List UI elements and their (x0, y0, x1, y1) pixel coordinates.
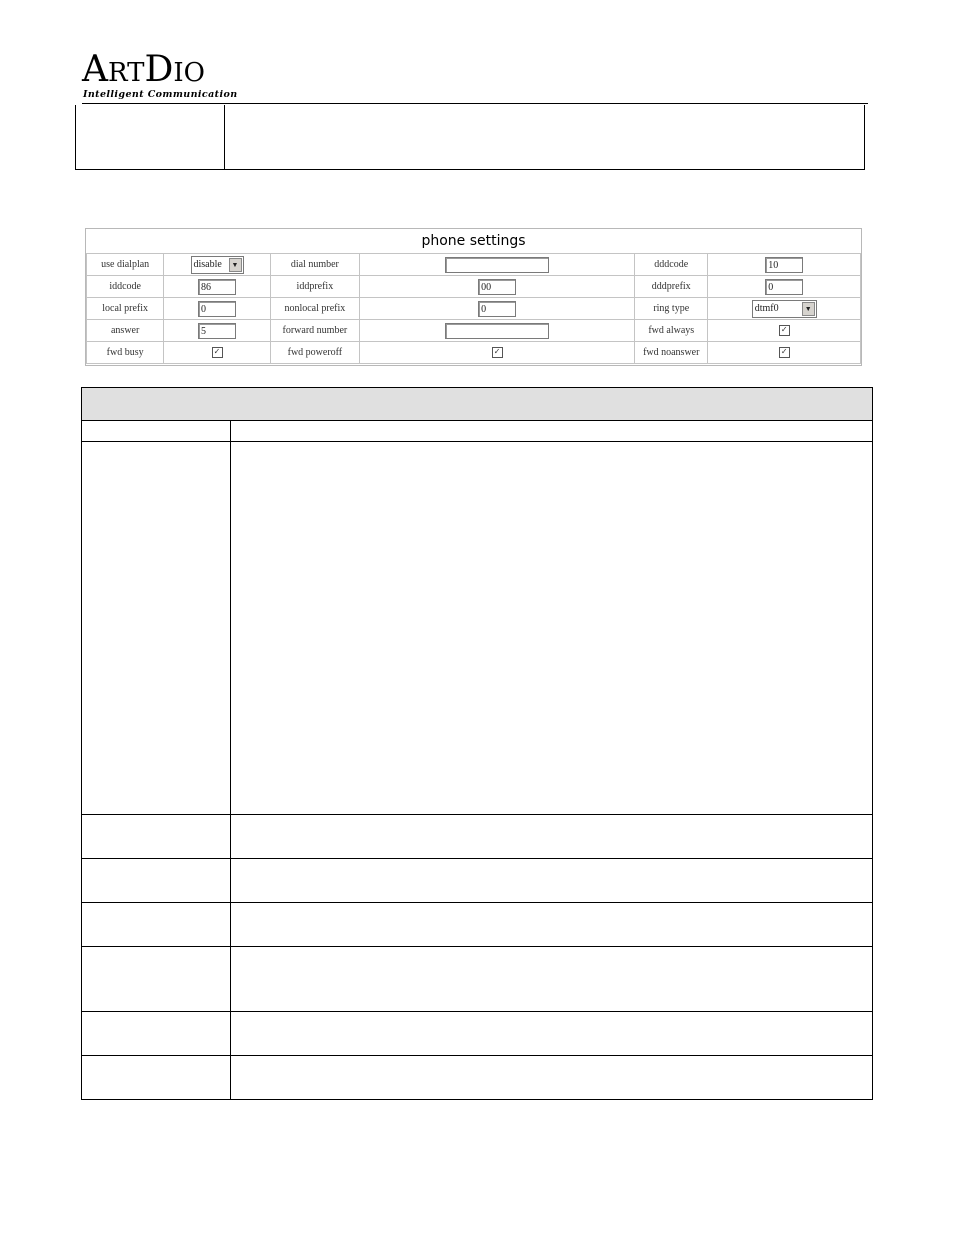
chevron-down-icon: ▼ (802, 302, 815, 316)
field-label-fwd-poweroff: fwd poweroff (270, 342, 359, 364)
header-box-divider (224, 105, 225, 169)
chevron-down-icon: ▼ (229, 258, 242, 272)
field-label-dial-number: dial number (270, 254, 359, 276)
field-label-answer: answer (87, 320, 164, 342)
field-label-use-dialplan: use dialplan (87, 254, 164, 276)
field-label-dddprefix: dddprefix (635, 276, 708, 298)
table-row (82, 815, 873, 859)
field-label-iddprefix: iddprefix (270, 276, 359, 298)
field-label-forward-number: forward number (270, 320, 359, 342)
dial-number-input[interactable] (445, 257, 549, 273)
ring-type-select[interactable]: dtmf0 ▼ (752, 300, 817, 318)
answer-input[interactable]: 5 (198, 323, 236, 339)
field-label-fwd-always: fwd always (635, 320, 708, 342)
field-label-local-prefix: local prefix (87, 298, 164, 320)
settings-row (87, 254, 861, 276)
table-row (82, 903, 873, 947)
field-label-dddcode: dddcode (635, 254, 708, 276)
use-dialplan-select[interactable]: disable ▼ (191, 256, 244, 274)
artdio-logo (82, 49, 238, 102)
fwd-noanswer-checkbox[interactable]: ✓ (779, 347, 790, 358)
phone-settings-panel (85, 228, 862, 366)
field-label-nonlocal-prefix: nonlocal prefix (270, 298, 359, 320)
settings-row (87, 342, 861, 364)
header-box (75, 105, 865, 170)
header-rule (82, 103, 868, 104)
table-row (82, 1056, 873, 1100)
logo-tagline: Intelligent Communication (83, 89, 238, 100)
settings-row (87, 276, 861, 298)
logo-wordmark: ARTDIO (82, 49, 205, 90)
field-label-fwd-noanswer: fwd noanswer (635, 342, 708, 364)
table-row (82, 442, 873, 815)
table-row (82, 1012, 873, 1056)
nonlocal-prefix-input[interactable]: 0 (478, 301, 516, 317)
fwd-busy-checkbox[interactable]: ✓ (212, 347, 223, 358)
iddprefix-input[interactable]: 00 (478, 279, 516, 295)
forward-number-input[interactable] (445, 323, 549, 339)
table-row (82, 859, 873, 903)
description-table-header (82, 388, 873, 421)
table-row (82, 947, 873, 1012)
field-label-iddcode: iddcode (87, 276, 164, 298)
local-prefix-input[interactable]: 0 (198, 301, 236, 317)
field-label-ring-type: ring type (635, 298, 708, 320)
description-table (81, 387, 873, 1100)
fwd-poweroff-checkbox[interactable]: ✓ (492, 347, 503, 358)
fwd-always-checkbox[interactable]: ✓ (779, 325, 790, 336)
settings-row (87, 320, 861, 342)
field-label-fwd-busy: fwd busy (87, 342, 164, 364)
settings-row (87, 298, 861, 320)
panel-title: phone settings (421, 233, 526, 249)
table-row (82, 421, 873, 442)
iddcode-input[interactable]: 86 (198, 279, 236, 295)
dddcode-input[interactable]: 10 (765, 257, 803, 273)
dddprefix-input[interactable]: 0 (765, 279, 803, 295)
phone-settings-grid (86, 253, 861, 364)
